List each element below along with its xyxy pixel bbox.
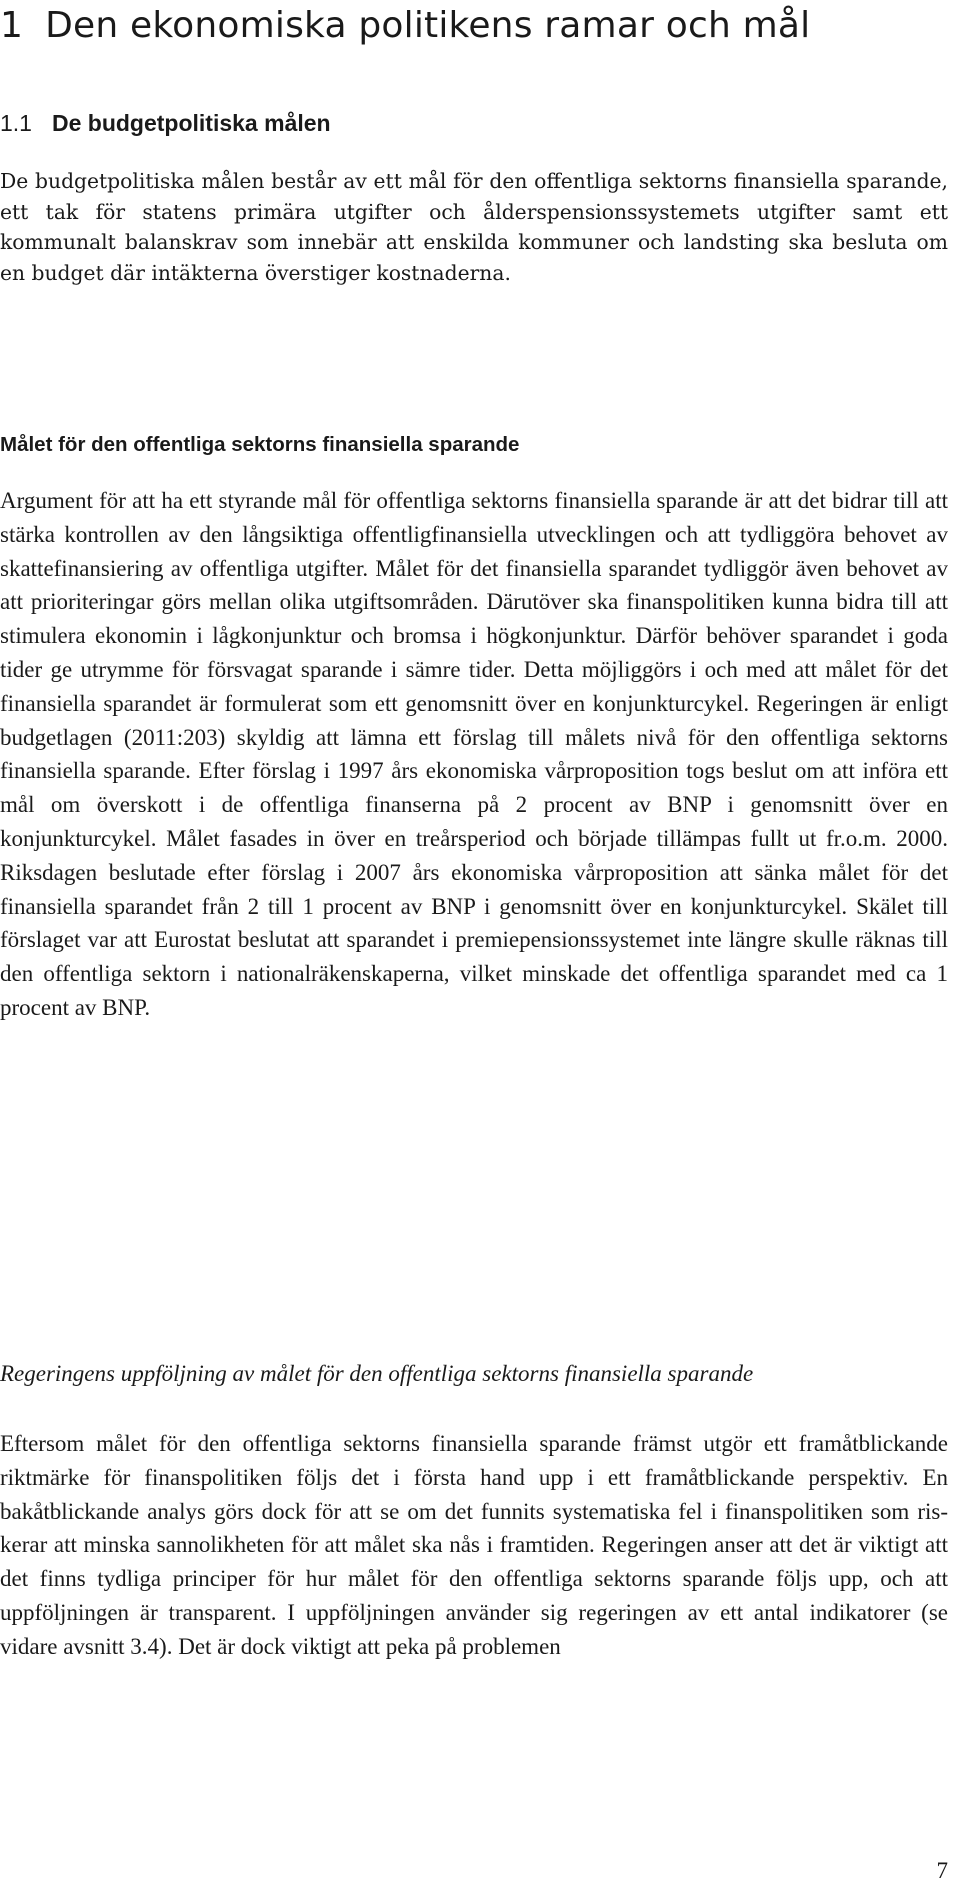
chapter-title: Den ekonomiska politikens ramar och mål [45,5,811,46]
section-heading [0,108,331,138]
subsection-paragraph: Argument för att ha ett styrande mål för offentliga sektorns finansiella sparande är att det bidrar till att stärka kontrollen av den långsiktiga offentligfinansiella utvecklingen och att tydliggöra behovet av skattefinansiering av offentliga utgifter. Målet för det finansiella sparandet tydliggör även behovet av att prioriteringar görs mellan olika utgiftsområden. Därutöver ska finanspolitiken kunna bidra till att stimulera ekonomin i lågkonjunktur och bromsa i högkonjunktur. Därför behöver sparandet i goda tider ge utrymme för försvagat sparande i sämre tider. Detta möjliggörs i och med att målet för det finansiella sparandet är formulerat som ett genomsnitt över en konjunkturcykel. Regeringen är enligt budgetlagen (2011:203) skyldig att lämna ett förslag till målets nivå för den offentliga sektorns finansiella sparande. Efter förslag i 1997 års ekonomiska vårproposition togs beslut om att införa ett mål om överskott i de offentliga finanserna på 2 procent av BNP i genomsnitt över en konjunkturcykel. Målet fasades in över en treårsperiod och började tillämpas fullt ut fr.o.m. 2000. Riksdagen beslutade efter förslag i 2007 års ekonomiska vårproposition att sänka målet för det finansiella sparandet från 2 till 1 procent av BNP i genomsnitt över en konjunkturcykel. Skälet till förslaget var att Eurostat beslutat att sparandet i premiepensionssystemet inte längre skulle räknas till den offentliga sektorn i nationalräkenskaperna, vilket minskade det offentliga sparandet med ca 1 procent av BNP. [0,488,948,1020]
followup-heading: Regeringens uppföljning av målet för den offentliga sektorns finansiella sparande [0,1361,754,1386]
page-number: 7 [936,1858,948,1883]
followup-paragraph: Eftersom målet för den offentliga sektorns finansiella sparande främst utgör ett framåtblickande riktmärke för finanspolitiken följs det i första hand upp i ett framåtblickande perspektiv. En bakåtblickande analys görs dock för att se om det funnits systematiska fel i finanspolitiken som riskerar att minska sannolikheten för att målet ska nås i framtiden. Regeringen anser att det är viktigt att det finns tydliga principer för hur målet för den offentliga sektorns sparande följs upp, och att uppföljningen är transparent. I uppföljningen använder sig regeringen av ett antal indikatorer (se vidare avsnitt 3.4). Det är dock viktigt att peka på problemen [0,1431,948,1659]
subsection-heading: Målet för den offentliga sektorns finansiella sparande [0,433,520,456]
chapter-number: 1 [0,5,24,46]
section-number: 1.1 [0,110,32,136]
chapter-heading [0,2,810,50]
section-title: De budgetpolitiska målen [51,110,331,136]
intro-paragraph: De budgetpolitiska målen består av ett mål för den offentliga sektorns finansiella sparande, ett tak för statens primära utgifter och ålderspensionssystemets utgifter samt ett kommunalt balanskrav som innebär att enskilda kommuner och landsting ska besluta om en budget där intäkterna överstiger kostnaderna. [0,169,948,285]
